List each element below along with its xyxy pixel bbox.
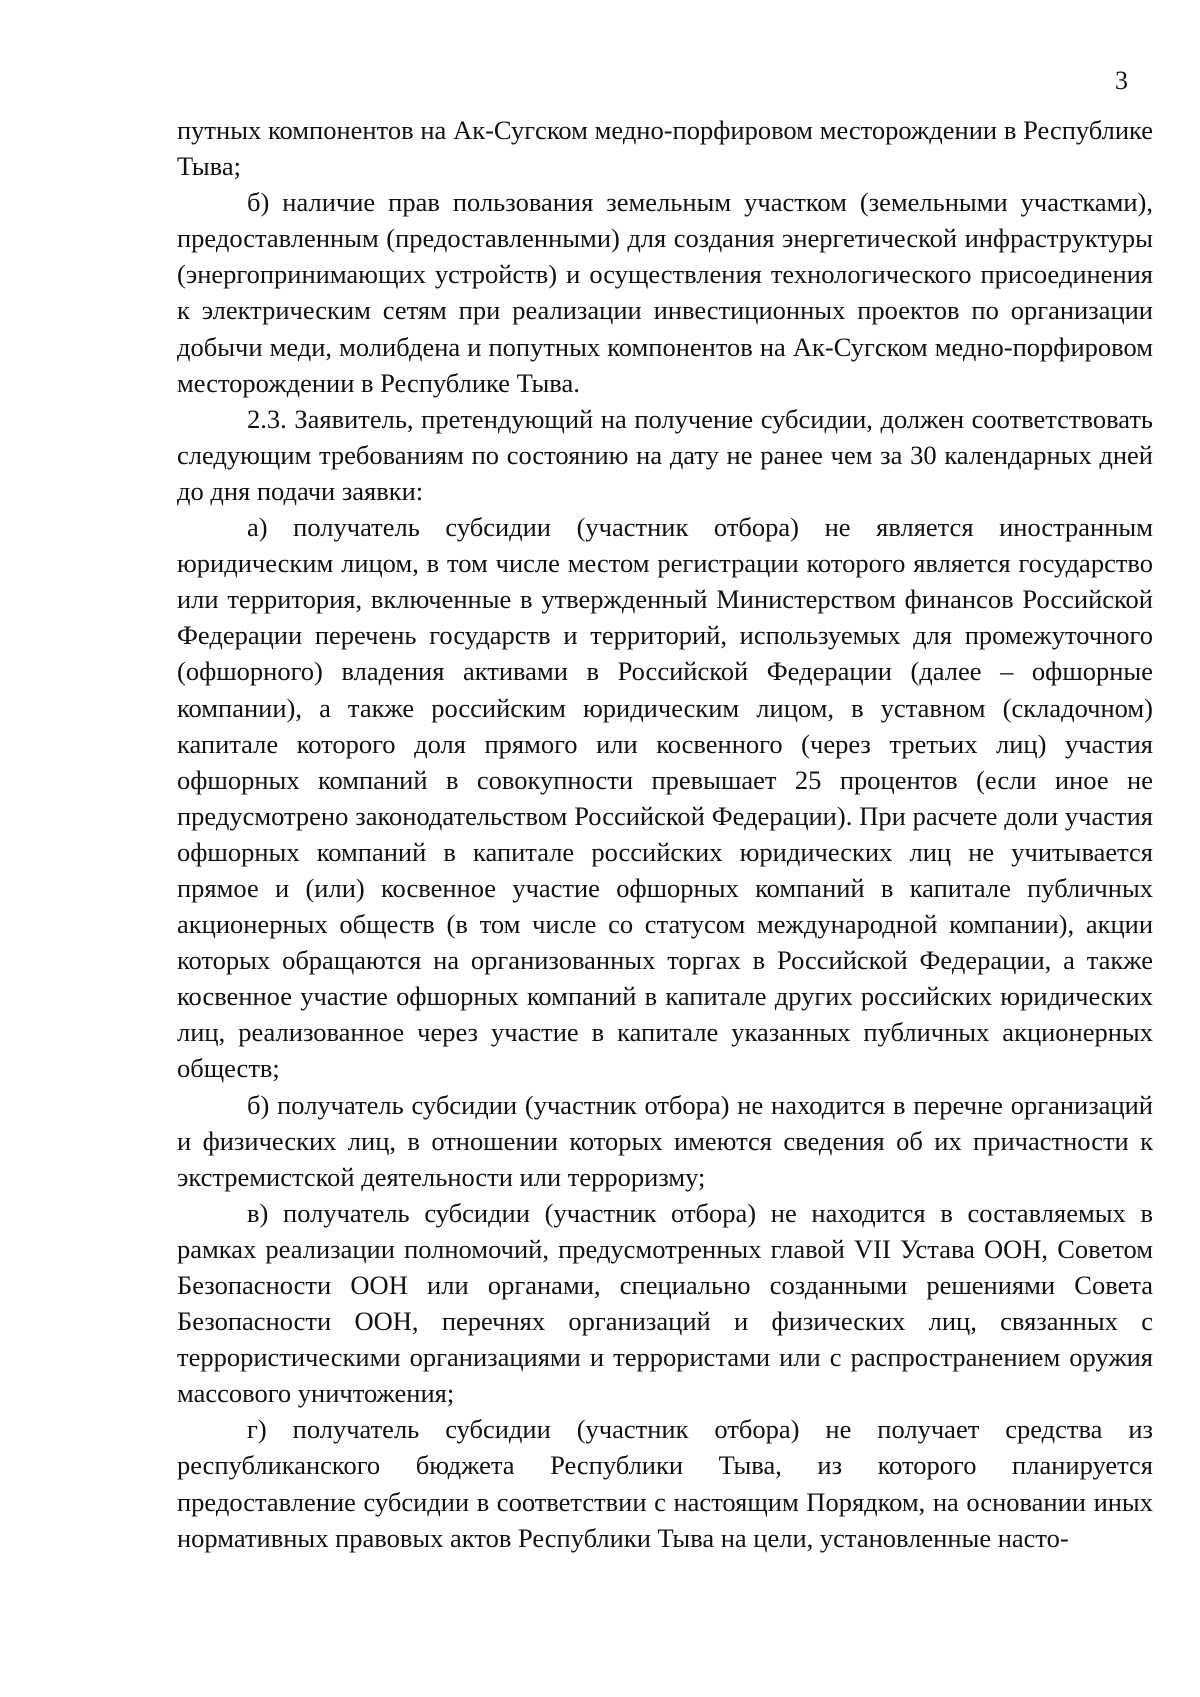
paragraph-item-b-extremism: б) получатель субсидии (участник отбора) не находится в перечне организаций и физических лиц, в отношении которых имеются сведения об их причастности к экстремистской деятельности или терроризму; <box>177 1089 1153 1192</box>
paragraph-item-b-land-rights: б) наличие прав пользования земельным участком (земельными участками), предоставленным (предоставленными) для создания энергетической инфраструктуры (энергопринимающих устройств) и осуществления технологического присоединения к электрическим сетям при реализации инвестиционных проектов по организации добычи меди, молибдена и попутных компонентов на Ак-Сугском медно-порфировом месторождении в Республике Тыва. <box>177 187 1153 398</box>
page-number: 3 <box>1115 66 1128 95</box>
paragraph-2-3-requirements: 2.3. Заявитель, претендующий на получение субсидии, должен соответствовать следующим требованиям по состоянию на дату не ранее чем за 30 календарных дней до дня подачи заявки: <box>177 403 1153 506</box>
paragraph-item-v-un-lists: в) получатель субсидии (участник отбора) не находится в составляемых в рамках реализации полномочий, предусмотренных главой VII Устава ООН, Советом Безопасности ООН или органами, специально созданными решениями Совета Безопасности ООН, перечнях организаций и физических лиц, связанных с террористическими организациями и террористами или с распространением оружия массового уничтожения; <box>177 1197 1153 1409</box>
document-body <box>177 112 1153 1556</box>
paragraph-item-a-offshore: а) получатель субсидии (участник отбора) не является иностранным юридическим лицом, в том числе местом регистрации которого является государство или территория, включенные в утвержденный Министерством финансов Российской Федерации перечень государств и территорий, используемых для промежуточного (офшорного) владения активами в Российской Федерации (далее – офшорные компании), а также российским юридическим лицом, в уставном (складочном) капитале которого доля прямого или косвенного (через третьих лиц) участия офшорных компаний в совокупности превышает 25 процентов (если иное не предусмотрено законодательством Российской Федерации). При расчете доли участия офшорных компаний в капитале российских юридических лиц не учитывается прямое и (или) косвенное участие офшорных компаний в капитале публичных акционерных обществ (в том числе со статусом международной компании), акции которых обращаются на организованных торгах в Российской Федерации, а также косвенное участие офшорных компаний в капитале других российских юридических лиц, реализованное через участие в капитале указанных публичных акционерных обществ; <box>177 512 1153 1084</box>
paragraph-continuation: путных компонентов на Ак-Сугском медно-порфировом месторождении в Республике Тыва; <box>177 115 1153 182</box>
paragraph-item-g-budget-funds: г) получатель субсидии (участник отбора) не получает средства из республиканского бюджета Республики Тыва, из которого планируется предоставление субсидии в соответствии с настоящим Порядком, на основании иных нормативных правовых актов Республики Тыва на цели, установленные насто- <box>177 1414 1153 1553</box>
